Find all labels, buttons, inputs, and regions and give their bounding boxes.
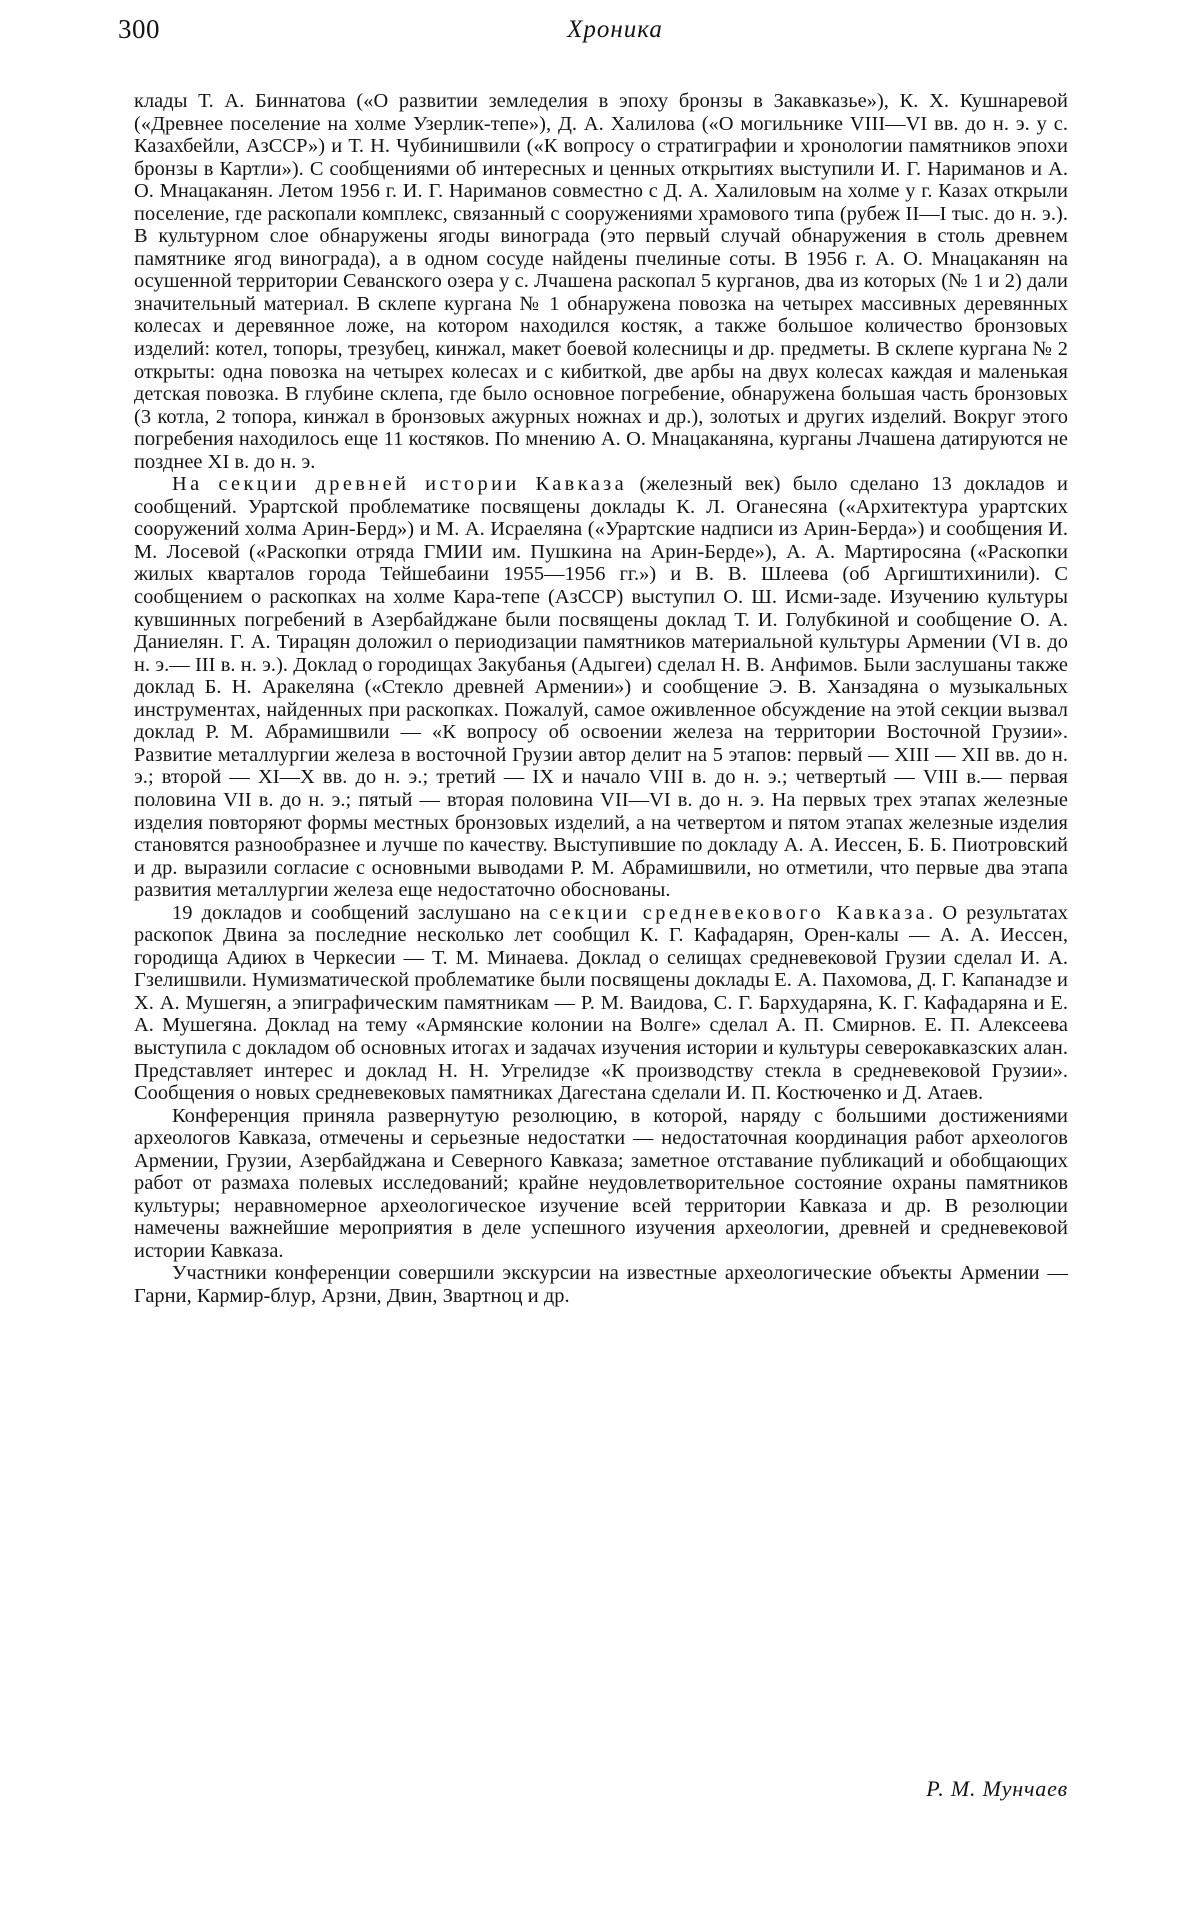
paragraph-medieval-section xyxy=(134,902,1068,1105)
author-signature: Р. М. Мунчаев xyxy=(926,1776,1068,1801)
page-number: 300 xyxy=(118,14,160,44)
section-heading-medieval: секции средневекового Кавказа xyxy=(548,901,929,924)
section-heading-ancient-history: На секции древней истории Кавказа xyxy=(172,473,628,496)
paragraph-bronze-age-reports: клады Т. А. Биннатова («О развитии земледелия в эпоху бронзы в Закавказье»), К. Х. Кушнаревой («Древнее поселение на холме Узерлик-тепе»), Д. А. Халилова («О могильнике VIII—VI вв. до н. э. у с. Казахбейли, АзССР») и Т. Н. Чубинишвили («К вопросу о стратиграфии и хронологии памятников эпохи бронзы в Картли»). С сообщениями об интересных и ценных открытиях выступили И. Г. Нариманов и А. О. Мнацаканян. Летом 1956 г. И. Г. Нариманов совместно с Д. А. Халиловым на холме у г. Казах открыли поселение, где раскопали комплекс, связанный с сооружениями храмового типа (рубеж II—I тыс. до н. э.). В культурном слое обнаружены ягоды винограда (это первый случай обнаружения в столь древнем памятнике ягод винограда), а в одном сосуде найдены пчелиные соты. В 1956 г. А. О. Мнацаканян на осушенной территории Севанского озера у с. Лчашена раскопал 5 курганов, два из которых (№ 1 и 2) дали значительный материал. В склепе кургана № 1 обнаружена повозка на четырех массивных деревянных колесах и деревянное ложе, на котором находился костяк, а также большое количество бронзовых изделий: котел, топоры, трезубец, кинжал, макет боевой колесницы и др. предметы. В склепе кургана № 2 открыты: одна повозка на четырех колесах и с кибиткой, две арбы на двух колесах каждая и маленькая детская повозка. В глубине склепа, где было основное погребение, обнаружена большая часть бронзовых (3 котла, 2 топора, кинжал в бронзовых ажурных ножнах и др.), золотых и других изделий. Вокруг этого погребения находилось еще 11 костяков. По мнению А. О. Мнацаканяна, курганы Лчашена датируются не позднее XI в. до н. э. xyxy=(134,90,1068,473)
paragraph-medieval-text: . О результатах раскопок Двина за последние несколько лет сообщил К. Г. Кафадарян, Орен-калы — А. А. Иессен, городища Адиюх в Черкесии — Т. М. Минаева. Доклад о селищах средневековой Грузии сделал И. А. Гзелишвили. Нумизматической проблематике были посвящены доклады Е. А. Пахомова, Д. Г. Капанадзе и Х. А. Мушегян, а эпиграфическим памятникам — Р. М. Ваидова, С. Г. Бархударяна, К. Г. Кафадаряна и Е. А. Мушегяна. Доклад на тему «Армянские колонии на Волге» сделал А. П. Смирнов. Е. П. Алексеева выступила с докладом об основных итогах и задачах изучения истории и культуры северокавказских алан. Представляет интерес и доклад Н. Н. Угрелидзе «К производству стекла в средневековой Грузии». Сообщения о новых средневековых памятниках Дагестана сделали И. П. Костюченко и Д. Атаев. xyxy=(134,901,1068,1105)
article-body xyxy=(134,90,1068,1308)
running-title: Хроника xyxy=(567,16,663,43)
paragraph-medieval-lead: 19 докладов и сообщений заслушано на xyxy=(172,901,549,924)
paragraph-excursions: Участники конференции совершили экскурсии на известные археологические объекты Армении — Гарни, Кармир-блур, Арзни, Двин, Звартноц и др. xyxy=(134,1262,1068,1307)
paragraph-resolution: Конференция приняла развернутую резолюцию, в которой, наряду с большими достижениями археологов Кавказа, отмечены и серьезные недостатки — недостаточная координация работ археологов Армении, Грузии, Азербайджана и Северного Кавказа; заметное отставание публикаций и обобщающих работ от размаха полевых исследований; крайне неудовлетворительное состояние охраны памятников культуры; неравномерное археологическое изучение всей территории Кавказа и др. В резолюции намечены важнейшие мероприятия в деле успешного изучения археологии, древней и средневековой истории Кавказа. xyxy=(134,1104,1068,1262)
paragraph-iron-age-section xyxy=(134,473,1068,901)
paragraph-iron-age-text: (железный век) было сделано 13 докладов и сообщений. Урартской проблематике посвящены доклады К. Л. Оганесяна («Архитектура урартских сооружений холма Арин-Берд») и М. А. Исраеляна («Урартские надписи из Арин-Берда») и сообщения И. М. Лосевой («Раскопки отряда ГМИИ им. Пушкина на Арин-Берде»), А. А. Мартиросяна («Раскопки жилых кварталов города Тейшебаини 1955—1956 гг.») и В. В. Шлеева (об Аргиштихинили). С сообщением о раскопках на холме Кара-тепе (АзССР) выступил О. Ш. Исми-заде. Изучению культуры кувшинных погребений в Азербайджане были посвящены доклад Т. И. Голубкиной и сообщение О. А. Даниелян. Г. А. Тирацян доложил о периодизации памятников материальной культуры Армении (VI в. до н. э.— III в. н. э.). Доклад о городищах Закубанья (Адыгеи) сделал Н. В. Анфимов. Были заслушаны также доклад Б. Н. Аракеляна («Стекло древней Армении») и сообщение Э. В. Ханзадяна о музыкальных инструментах, найденных при раскопках. Пожалуй, самое оживленное обсуждение на этой секции вызвал доклад Р. М. Абрамишвили — «К вопросу об освоении железа на территории Восточной Грузии». Развитие металлургии железа в восточной Грузии автор делит на 5 этапов: первый — XIII — XII вв. до н. э.; второй — XI—X вв. до н. э.; третий — IX и начало VIII в. до н. э.; четвертый — VIII в.— первая половина VII в. до н. э.; пятый — вторая половина VII—VI в. до н. э. На первых трех этапах железные изделия повторяют формы местных бронзовых изделий, а на четвертом и пятом этапах железные изделия становятся разнообразнее и лучше по качеству. Выступившие по докладу А. А. Иессен, Б. Б. Пиотровский и др. выразили согласие с основными выводами Р. М. Абрамишвили, но отметили, что первые два этапа развития металлургии железа еще недостаточно обоснованы. xyxy=(134,473,1068,902)
